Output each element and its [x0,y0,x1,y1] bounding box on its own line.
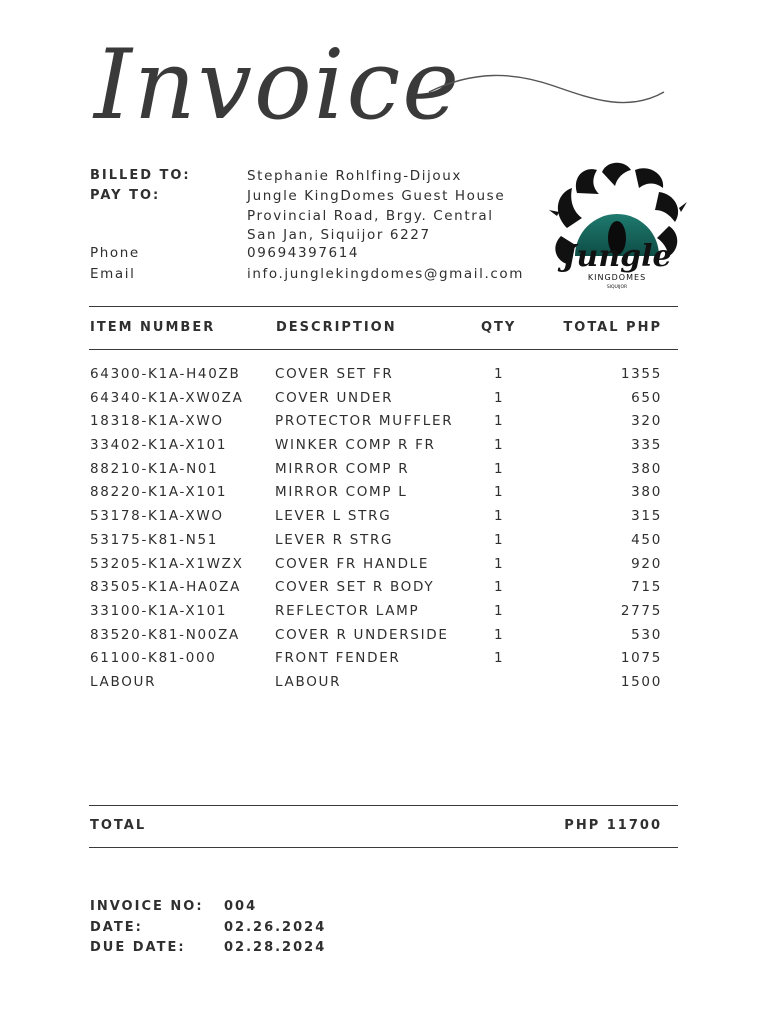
item-number-cell: 64300-K1A-H40ZB [90,366,241,382]
total-value: PHP 11700 [564,818,662,833]
total-top-rule [89,805,678,806]
qty-cell: 1 [494,555,505,572]
invoice-meta [90,899,326,961]
total-cell: 530 [631,626,662,643]
total-cell: 1500 [620,673,662,690]
description-cell: COVER SET FR [275,366,394,382]
phone-value: 09694397614 [247,245,360,261]
description-cell: COVER SET R BODY [275,579,435,596]
header-qty: QTY [481,320,517,335]
total-cell: 920 [631,555,662,572]
qty-cell: 1 [494,389,505,406]
table-row [90,437,662,461]
email-row [90,266,550,286]
qty-cell: 1 [494,531,505,548]
qty-cell: 1 [494,650,505,667]
qty-cell: 1 [494,579,505,596]
email-value: info.junglekingdomes@gmail.com [247,266,524,282]
billed-to-label: BILLED TO: [90,168,191,183]
address-row-1 [90,208,550,227]
table-row [90,603,662,627]
invoice-no-label: INVOICE NO: [90,899,204,914]
item-number-cell: 53175-K81-N51 [90,531,219,548]
jungle-kingdomes-logo [547,158,687,298]
invoice-title [84,10,684,160]
header-total: TOTAL PHP [563,320,662,335]
table-row [90,390,662,414]
description-cell: MIRROR COMP R [275,460,410,477]
date-label: DATE: [90,919,143,935]
total-cell: 315 [631,508,662,525]
pay-to-label: PAY TO: [90,188,161,203]
description-cell: LEVER L STRG [275,508,392,525]
item-number-cell: 64340-K1A-XW0ZA [90,389,244,406]
qty-cell: 1 [494,626,505,643]
billed-to-row [90,168,550,188]
item-number-cell: 83520-K81-N00ZA [90,626,240,643]
billing-info [90,168,550,286]
table-body [90,366,662,698]
item-number-cell: 88220-K1A-X101 [90,484,228,501]
pay-to-value: Jungle KingDomes Guest House [247,188,506,204]
qty-cell: 1 [494,508,505,525]
description-cell: COVER UNDER [275,389,394,406]
qty-cell: 1 [494,484,505,501]
description-cell: PROTECTOR MUFFLER [275,413,454,430]
total-cell: 715 [631,579,662,596]
address-line-2: San Jan, Siquijor 6227 [247,227,431,243]
invoice-no-value: 004 [224,899,258,914]
table-row [90,627,662,651]
total-cell: 2775 [620,602,662,619]
due-date-row [90,940,326,961]
logo-main-text: Jungle [562,239,672,274]
total-cell: 320 [631,413,662,430]
due-date-label: DUE DATE: [90,940,186,955]
qty-cell: 1 [494,602,505,619]
description-cell: FRONT FENDER [275,650,401,667]
table-row [90,579,662,603]
qty-cell: 1 [494,413,505,430]
table-row [90,461,662,485]
logo-small-text: SIQUIJOR [606,285,628,290]
total-label: TOTAL [90,818,147,833]
table-header-rule [89,349,678,350]
description-cell: LEVER R STRG [275,531,394,548]
total-row [90,818,662,834]
table-row [90,413,662,437]
total-cell: 1075 [620,650,662,667]
table-row [90,556,662,580]
table-row [90,650,662,674]
total-cell: 380 [631,460,662,477]
address-line-1: Provincial Road, Brgy. Central [247,208,494,224]
item-number-cell: 33100-K1A-X101 [90,602,228,619]
invoice-no-row [90,899,326,920]
item-number-cell: 88210-K1A-N01 [90,460,219,477]
qty-cell: 1 [494,437,505,454]
item-number-cell: 61100-K81-000 [90,650,217,667]
header-description: DESCRIPTION [276,320,397,335]
logo-sub-text: KINGDOMES [587,273,647,282]
total-cell: 335 [631,437,662,454]
qty-cell: 1 [494,366,505,382]
table-header [90,320,662,336]
total-cell: 1355 [620,366,662,382]
table-row [90,366,662,390]
logo-graphic [547,158,687,298]
description-cell: MIRROR COMP L [275,484,408,501]
table-row [90,508,662,532]
phone-label: Phone [90,245,140,261]
description-cell: COVER FR HANDLE [275,555,430,572]
description-cell: LABOUR [275,673,342,690]
item-number-cell: 53178-K1A-XWO [90,508,224,525]
total-cell: 380 [631,484,662,501]
table-top-rule [89,306,678,307]
qty-cell: 1 [494,460,505,477]
item-number-cell: 53205-K1A-X1WZX [90,555,244,572]
table-row [90,674,662,698]
invoice-title-graphic [84,10,684,160]
total-cell: 650 [631,389,662,406]
description-cell: WINKER COMP R FR [275,437,436,454]
item-number-cell: LABOUR [90,673,157,690]
table-row [90,484,662,508]
item-number-cell: 83505-K1A-HA0ZA [90,579,242,596]
total-bottom-rule [89,847,678,848]
email-label: Email [90,266,136,282]
date-value: 02.26.2024 [224,919,327,935]
phone-row [90,245,550,266]
item-number-cell: 33402-K1A-X101 [90,437,228,454]
description-cell: COVER R UNDERSIDE [275,626,449,643]
table-row [90,532,662,556]
date-row [90,920,326,941]
pay-to-row [90,188,550,208]
item-number-cell: 18318-K1A-XWO [90,413,224,430]
header-item-number: ITEM NUMBER [90,320,216,335]
description-cell: REFLECTOR LAMP [275,602,420,619]
due-date-value: 02.28.2024 [224,940,327,955]
total-cell: 450 [631,531,662,548]
title-flourish [429,75,664,102]
address-row-2 [90,227,550,245]
invoice-title-text: Invoice [94,29,462,141]
billed-to-value: Stephanie Rohlfing-Dijoux [247,168,463,184]
